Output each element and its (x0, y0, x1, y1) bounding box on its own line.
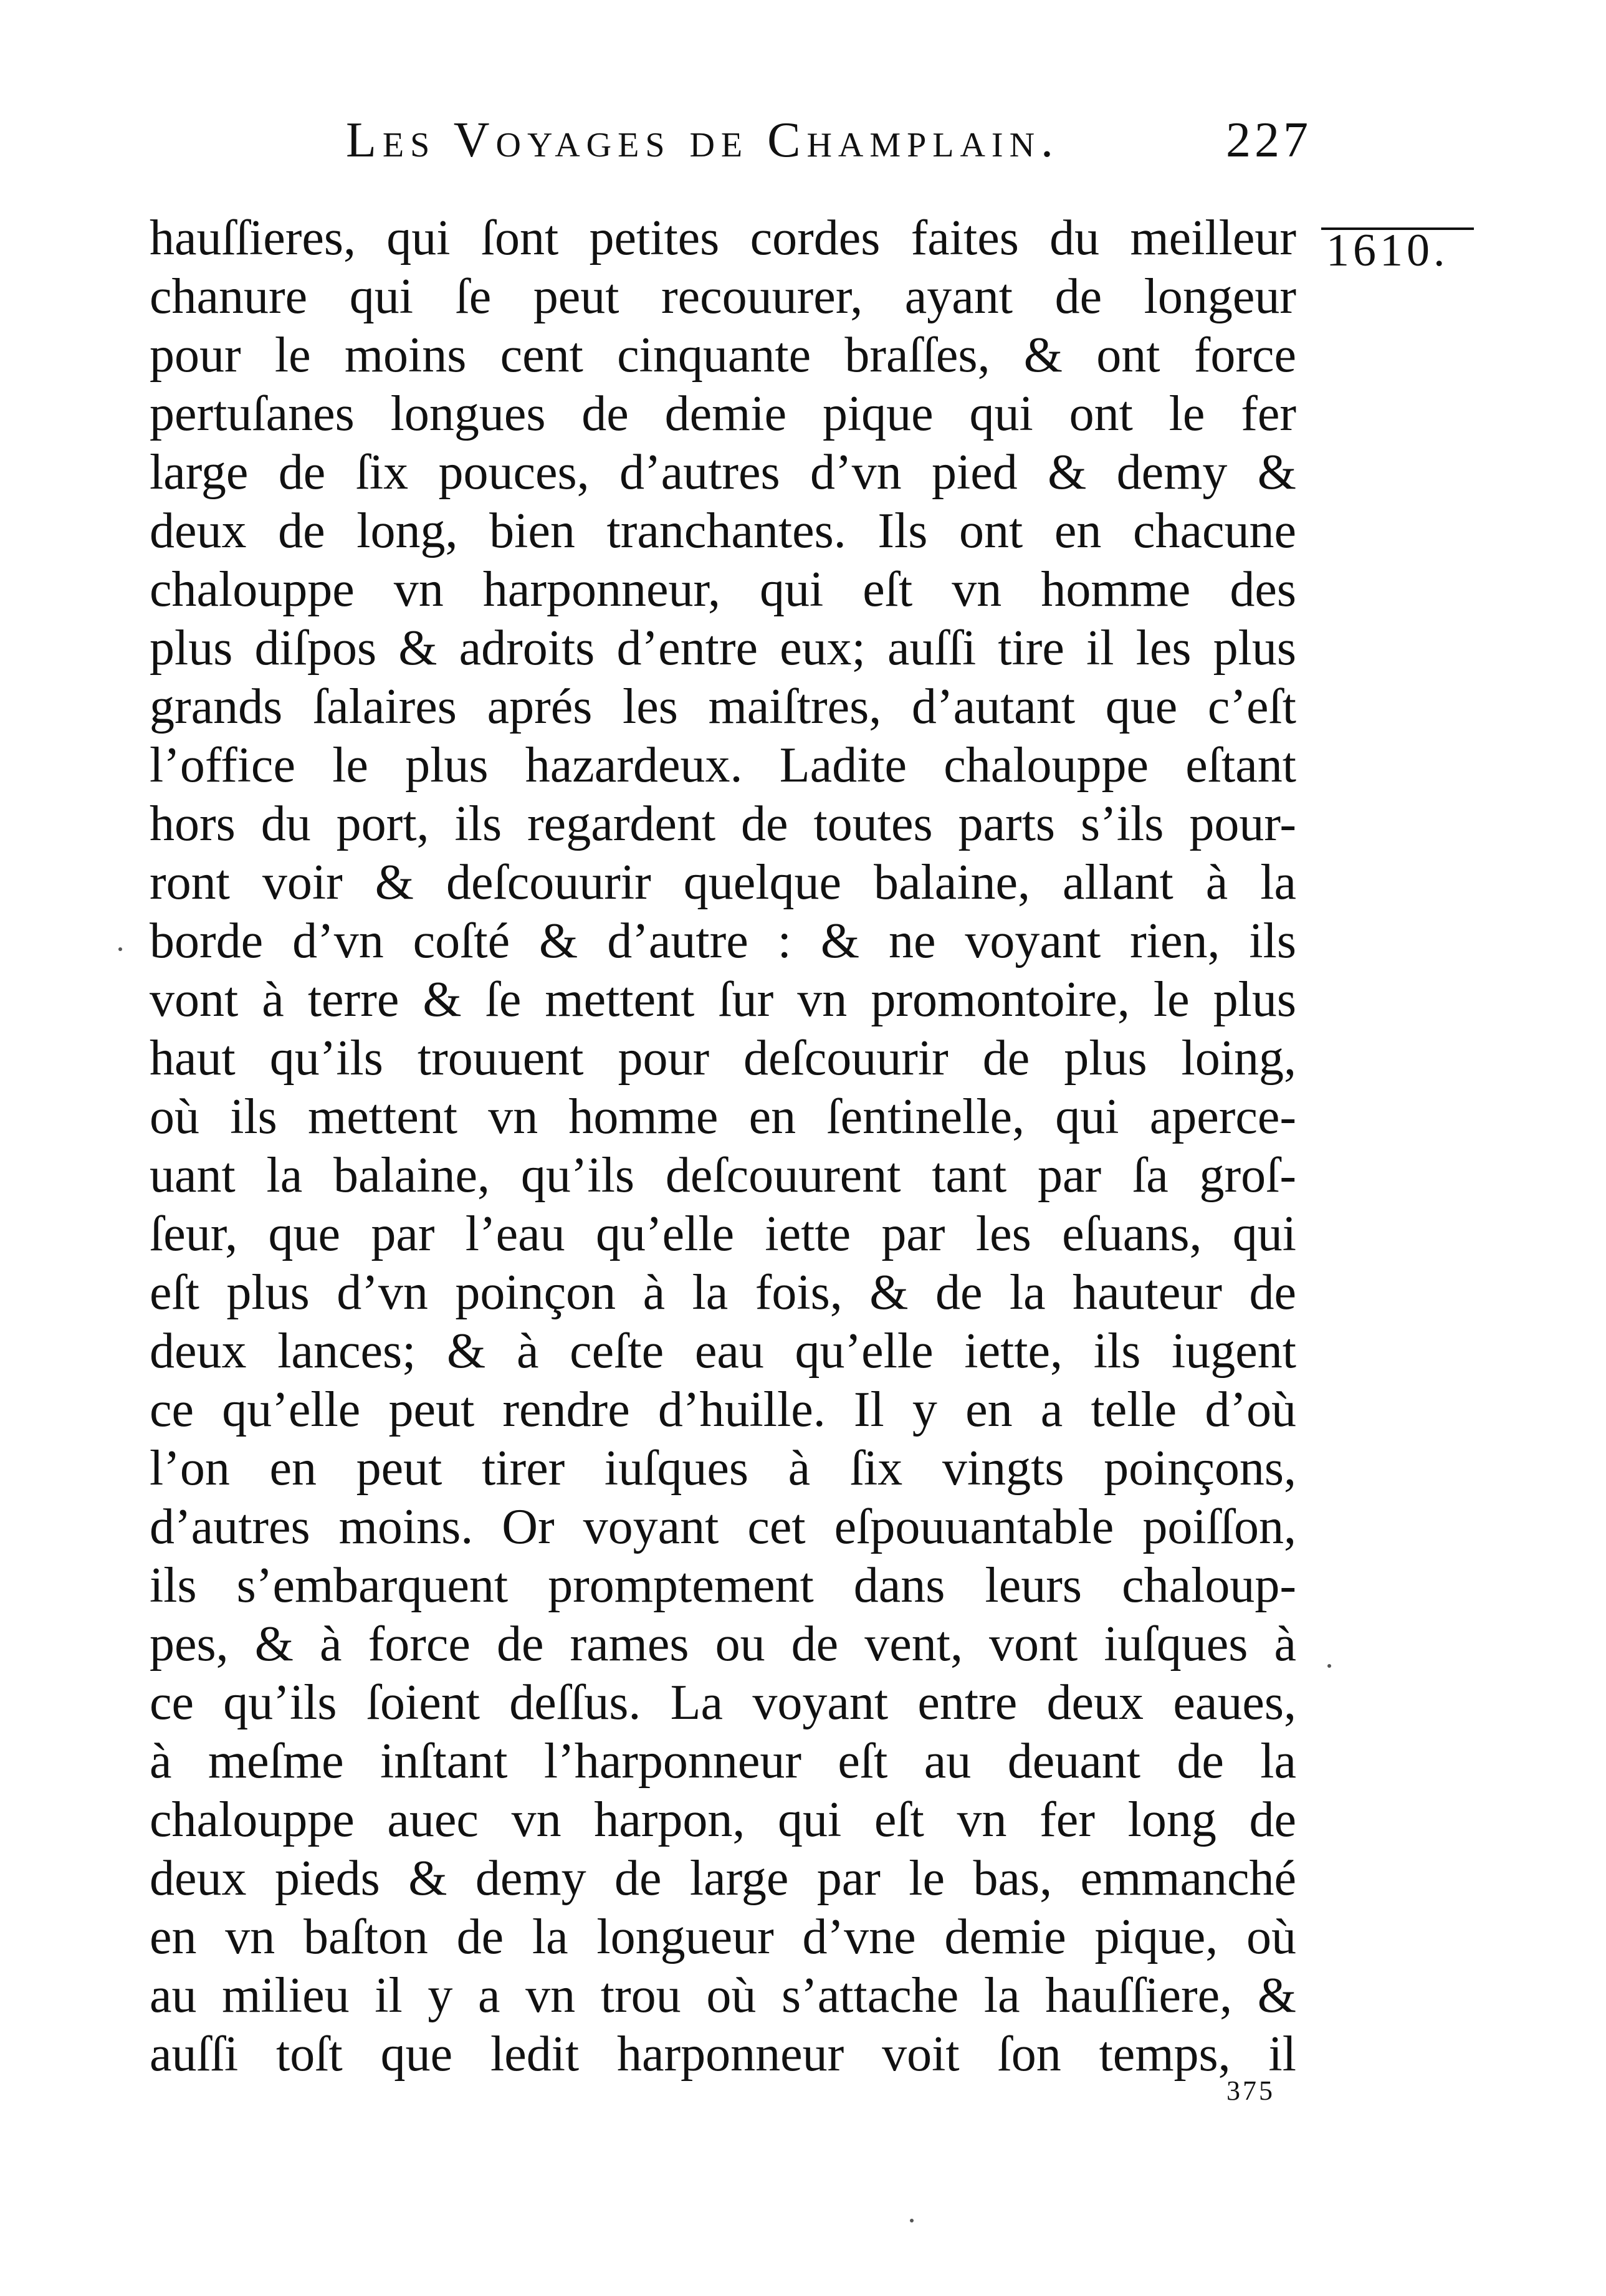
text-line: à meſme inſtant l’harponneur eſt au deuant de la (150, 1734, 1296, 1789)
text-line: ils s’embarquent promptement dans leurs chaloup- (150, 1558, 1296, 1613)
text-line: chalouppe vn harponneur, qui eſt vn homme des (150, 562, 1296, 617)
text-line: pertuſanes longues de demie pique qui ont le fer (150, 386, 1296, 441)
text-line: au milieu il y a vn trou où s’attache la hauſſiere, & (150, 1968, 1296, 2023)
page-number: 227 (1226, 113, 1312, 168)
text-line: hauſſieres, qui ſont petites cordes faites du meilleur (150, 211, 1296, 265)
running-head (346, 106, 1312, 175)
text-line: chanure qui ſe peut recouurer, ayant de longeur (150, 269, 1296, 324)
text-line: vont à terre & ſe mettent ſur vn promontoire, le plus (150, 972, 1296, 1027)
text-line: hors du port, ils regardent de toutes parts s’ils pour- (150, 796, 1296, 851)
signature-mark: 375 (1226, 2075, 1275, 2106)
text-line: auſſi toſt que ledit harponneur voit ſon temps, il (150, 2027, 1296, 2082)
text-line: ſeur, que par l’eau qu’elle iette par les eſuans, qui (150, 1207, 1296, 1261)
body-text (150, 209, 1296, 2083)
text-line: deux lances; & à ceſte eau qu’elle iette, ils iugent (150, 1324, 1296, 1379)
paper-speck (1327, 1664, 1331, 1668)
text-line: borde d’vn coſté & d’autre : & ne voyant rien, ils (150, 914, 1296, 969)
text-line: deux pieds & demy de large par le bas, emmanché (150, 1851, 1296, 1906)
text-line: haut qu’ils trouuent pour deſcouurir de plus loing, (150, 1031, 1296, 1086)
text-line: grands ſalaires aprés les maiſtres, d’autant que c’eſt (150, 679, 1296, 734)
running-title: Les Voyages de Champlain. (346, 113, 1060, 168)
text-line: large de ſix pouces, d’autres d’vn pied & demy & (150, 445, 1296, 500)
margin-year: 1610. (1326, 225, 1449, 276)
text-line: eſt plus d’vn poinçon à la fois, & de la hauteur de (150, 1265, 1296, 1320)
text-line: l’on en peut tirer iuſques à ſix vingts poinçons, (150, 1441, 1296, 1496)
text-line: ront voir & deſcouurir quelque balaine, allant à la (150, 855, 1296, 910)
text-line: en vn baſton de la longueur d’vne demie pique, où (150, 1910, 1296, 1964)
paper-speck (910, 2219, 914, 2222)
text-line: pour le moins cent cinquante braſſes, & ont force (150, 328, 1296, 383)
text-line: ce qu’ils ſoient deſſus. La voyant entre deux eaues, (150, 1675, 1296, 1730)
text-line: chalouppe auec vn harpon, qui eſt vn fer long de (150, 1792, 1296, 1847)
paper-speck (118, 947, 122, 951)
text-line: où ils mettent vn homme en ſentinelle, qui aperce- (150, 1089, 1296, 1144)
text-line: deux de long, bien tranchantes. Ils ont en chacune (150, 504, 1296, 558)
text-line: uant la balaine, qu’ils deſcouurent tant par ſa groſ- (150, 1148, 1296, 1203)
text-line: d’autres moins. Or voyant cet eſpouuantable poiſſon, (150, 1500, 1296, 1554)
text-line: ce qu’elle peut rendre d’huille. Il y en a telle d’où (150, 1382, 1296, 1437)
text-line: pes, & à force de rames ou de vent, vont iuſques à (150, 1617, 1296, 1672)
text-line: plus diſpos & adroits d’entre eux; auſſi tire il les plus (150, 621, 1296, 676)
text-line: l’office le plus hazardeux. Ladite chalouppe eſtant (150, 738, 1296, 793)
